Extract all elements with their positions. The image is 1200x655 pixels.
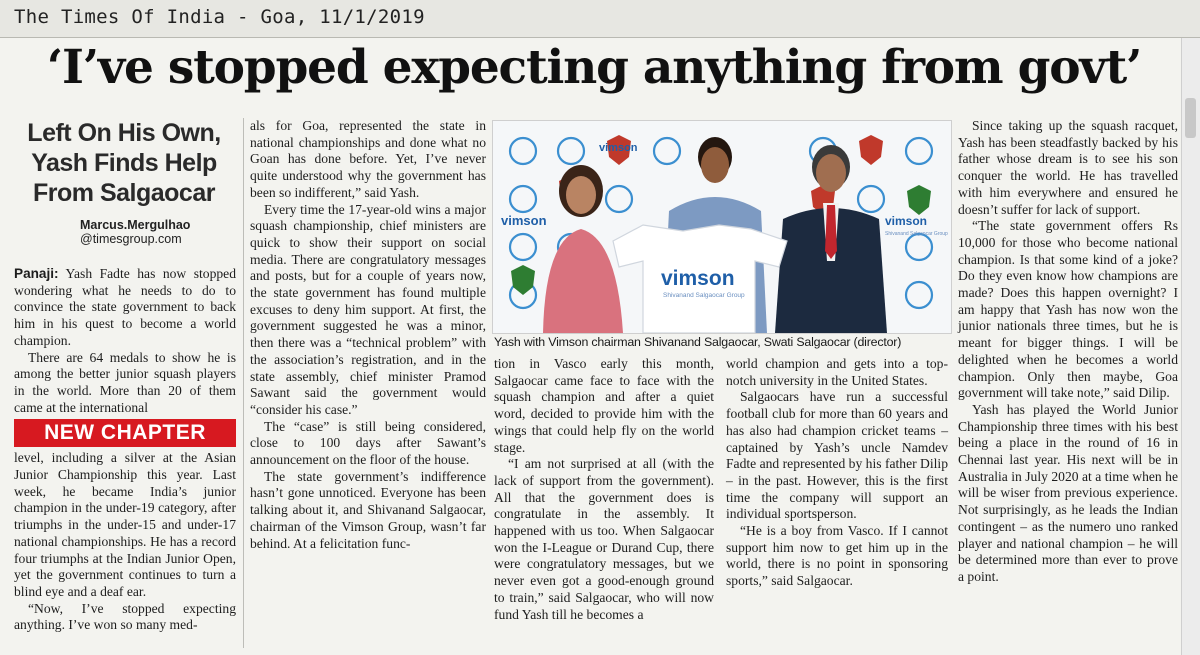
article-column-1 bbox=[14, 266, 236, 634]
paragraph: The state government’s indifference hasn’t gone unnoticed. Everyone has been talking about it, and Shivanand Salgaocar, chairman of the Vimson Group, wasn’t far behind. At a felicitation func- bbox=[250, 468, 486, 551]
article-column-2 bbox=[250, 118, 486, 552]
source-bar bbox=[0, 0, 1200, 38]
shirt-logo-text: vimson bbox=[661, 267, 735, 290]
paragraph: level, including a silver at the Asian Junior Championship this year. Last week, he became India’s junior champion in the under-19 category, after triumphs in the under-15 and under-17 national championships. He has a record four triumphs at the Indian Junior Open, yet the government continues to turn a blind eye and a deaf ear. bbox=[14, 450, 236, 599]
paragraph: als for Goa, represented the state in national championships and done what no Goan has done before. Yet, I’ve never quite understood why the government has been so indifferent,” said Yash. bbox=[250, 118, 486, 200]
photo-brand-sub: Shivanand Salgaocar Group bbox=[885, 231, 948, 237]
paragraph: “The state government offers Rs 10,000 for those who become national champion. Is that some kind of a joke? Do they even know how champions are made? Does this happen overnight? I am happy that Yash has now won the junior nationals three times, but he is meant for bigger things. I will be delighted when he becomes a world champion. Only then maybe, Goa government will take note,” said Dilip. bbox=[958, 218, 1178, 401]
kicker-line: From Salgaocar bbox=[33, 179, 215, 207]
paragraph: world champion and gets into a top-notch university in the United States. bbox=[726, 356, 948, 388]
paragraph: There are 64 medals to show he is among the better junior squash players in the world. More than 20 of them came at the international bbox=[14, 349, 236, 415]
paragraph: Salgaocars have run a successful football club for more than 60 years and has also had champion cricket teams – captained by Yash’s uncle Namdev Fadte and represented by his father Dilip – in the past. However, this is the first time the company will support an individual sportsperson. bbox=[726, 389, 948, 522]
dateline: Panaji: bbox=[14, 266, 59, 281]
kicker bbox=[14, 118, 234, 208]
kicker-line: Yash Finds Help bbox=[31, 149, 217, 177]
article-column-3 bbox=[494, 356, 714, 623]
paragraph: “He is a boy from Vasco. If I cannot support him now to get him up in the world, there is no point in sponsoring sports,” said Salgaocar. bbox=[726, 523, 948, 589]
photo-caption: Yash with Vimson chairman Shivanand Salgaocar, Swati Salgaocar (director) bbox=[494, 335, 902, 349]
paragraph: Every time the 17-year-old wins a major squash championship, chief ministers are quick to show their support on social media. There are congratulatory messages and posts, but for a couple of years now, the state government has found multiple excuses to deny him support. At first, the government suggested he was a minor, then there was a “technical problem” with the association’s registration, and in the state assembly, chief minister Pramod Sawant said the government would “consider his case.” bbox=[250, 201, 486, 417]
headline: ‘I’ve stopped expecting anything from govt’ bbox=[46, 40, 1142, 95]
article-column-5 bbox=[958, 118, 1178, 586]
byline-name: Marcus.Mergulhao bbox=[80, 218, 191, 232]
paragraph: Since taking up the squash racquet, Yash has been steadfastly backed by his father whose dream is to see his son conquer the world. He has travelled with him everywhere and ensured he doesn’t suffer for lack of support. bbox=[958, 118, 1178, 217]
paragraph: “I am not surprised at all (with the lack of support from the government). All that the government does is congratulate in the assembly. It happened with us too. When Salgaocar won the I-League or Durand Cup, there were congratulatory messages, but we never even got a good-enough ground to train,” said Salgaocar, who will now fund Yash till he becomes a bbox=[494, 456, 714, 622]
shirt-sub-text: Shivanand Salgaocar Group bbox=[663, 292, 745, 299]
paragraph: Yash has played the World Junior Championship three times with his best being a place in the round of 16 in Chennai last year. His next will be in Australia in July 2020 at a time when he will be wiser from previous experience. Not surprisingly, as he leads the Indian contingent – as the numero uno ranked player and national champion – he will be determined more than ever to prove a point. bbox=[958, 401, 1178, 584]
subhead-new-chapter: NEW CHAPTER bbox=[14, 419, 236, 447]
paragraph: tion in Vasco early this month, Salgaocar came face to face with the squash champion and after a quiet word, decided to provide him with the wings that could help fly on the world stage. bbox=[494, 356, 714, 455]
photo-illustration bbox=[493, 121, 951, 333]
byline-handle: @timesgroup.com bbox=[80, 232, 182, 246]
paragraph: The “case” is still being considered, close to 100 days after Sawant’s announcement on the floor of the house. bbox=[250, 418, 486, 468]
article-column-4 bbox=[726, 356, 948, 590]
byline bbox=[80, 218, 190, 246]
photo-brand-logo: vimson bbox=[599, 142, 638, 154]
paragraph bbox=[14, 266, 236, 350]
kicker-line: Left On His Own, bbox=[27, 119, 221, 147]
source-label: The Times Of India - Goa, 11/1/2019 bbox=[14, 6, 425, 28]
scrollbar[interactable] bbox=[1181, 38, 1200, 655]
photo-brand-logo: vimson bbox=[885, 214, 928, 228]
photo-brand-logo: vimson bbox=[501, 213, 547, 228]
paragraph-text: Yash Fadte has now stopped wondering what he needs to do to convince the state government to back him in his quest to become a world champion. bbox=[14, 266, 236, 348]
column-rule bbox=[243, 118, 244, 648]
scrollbar-thumb[interactable] bbox=[1185, 98, 1196, 138]
paragraph: “Now, I’ve stopped expecting anything. I’ve won so many med- bbox=[14, 600, 236, 633]
article-photo bbox=[492, 120, 952, 334]
